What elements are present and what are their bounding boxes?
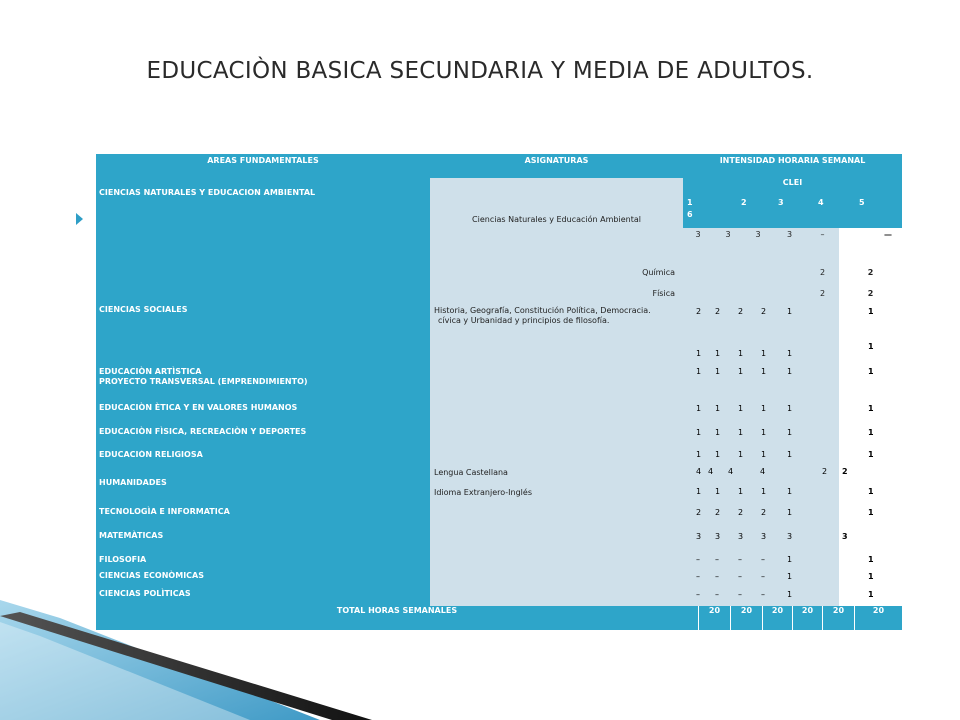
cs-b3: 1 bbox=[738, 349, 744, 358]
efi-v2: 1 bbox=[715, 428, 721, 437]
area-humanidades: HUMANIDADES bbox=[96, 466, 430, 506]
clei-5: 5 bbox=[859, 198, 865, 207]
len-v5: 2 bbox=[822, 467, 828, 476]
eco-v1: – bbox=[696, 572, 700, 581]
clei-6: 6 bbox=[687, 210, 693, 219]
mat-v3: 3 bbox=[738, 532, 744, 541]
asig-politicas bbox=[430, 588, 683, 606]
efi-v6: 1 bbox=[868, 428, 874, 437]
header-intensidad: INTENSIDAD HORARIA SEMANAL bbox=[683, 154, 902, 178]
len-v4: 4 bbox=[760, 467, 766, 476]
area-artistica bbox=[96, 366, 430, 402]
mat-v1: 3 bbox=[696, 532, 702, 541]
page-title: EDUCACIÒN BASICA SECUNDARIA Y MEDIA DE ADULTOS. bbox=[146, 58, 814, 84]
tec-v2: 2 bbox=[715, 508, 721, 517]
cs-b1: 1 bbox=[696, 349, 702, 358]
cn-v4: 3 bbox=[773, 228, 806, 262]
eti-v1: 1 bbox=[696, 404, 702, 413]
rel-v5: 1 bbox=[787, 450, 793, 459]
asig-quimica: Química bbox=[430, 262, 683, 284]
quimica-v6: 2 bbox=[839, 262, 902, 284]
len-last bbox=[839, 466, 902, 486]
rel-v2: 1 bbox=[715, 450, 721, 459]
asig-religiosa bbox=[430, 450, 683, 466]
art-v5: 1 bbox=[787, 367, 793, 376]
quimica-v5: 2 bbox=[806, 262, 839, 284]
len-v3: 4 bbox=[728, 467, 734, 476]
area-tecnologia: TECNOLOGÌA E INFORMATICA bbox=[96, 506, 430, 530]
curriculum-table bbox=[96, 154, 902, 630]
rel-v6: 1 bbox=[868, 450, 874, 459]
fil-v1: – bbox=[696, 555, 700, 564]
clei-label: CLEI bbox=[782, 178, 803, 187]
cn-v5: – bbox=[806, 228, 839, 262]
cn-v3: 3 bbox=[743, 228, 773, 262]
efi-v1: 1 bbox=[696, 428, 702, 437]
asig-lengua: Lengua Castellana bbox=[430, 466, 683, 486]
ing-v1: 1 bbox=[696, 487, 702, 496]
ing-v5: 1 bbox=[787, 487, 793, 496]
total-v5: 20 bbox=[822, 606, 854, 630]
area-politicas: CIENCIAS POLÌTICAS bbox=[96, 588, 430, 606]
ing-v6: 1 bbox=[868, 487, 874, 496]
quimica-empty bbox=[683, 262, 806, 284]
fil-v4: – bbox=[761, 555, 765, 564]
efi-v5: 1 bbox=[787, 428, 793, 437]
len-v1: 4 bbox=[696, 467, 702, 476]
asig-historia: Historia, Geografía, Constitución Política, Democracia. bbox=[434, 306, 651, 315]
eti-v2: 1 bbox=[715, 404, 721, 413]
pol-v2: – bbox=[715, 590, 719, 599]
art-v6: 1 bbox=[868, 367, 874, 376]
cs-t1: 2 bbox=[696, 307, 702, 316]
cs-t5: 1 bbox=[787, 307, 793, 316]
total-v3: 20 bbox=[762, 606, 792, 630]
eco-v5: 1 bbox=[787, 572, 793, 581]
cs-b6: 1 bbox=[868, 342, 874, 351]
rel-v4: 1 bbox=[761, 450, 767, 459]
cs-t3: 2 bbox=[738, 307, 744, 316]
mat-v2: 3 bbox=[715, 532, 721, 541]
pol-v4: – bbox=[761, 590, 765, 599]
tec-v6: 1 bbox=[868, 508, 874, 517]
ing-v3: 1 bbox=[738, 487, 744, 496]
area-educacion-fisica: EDUCACIÒN FÌSICA, RECREACIÒN Y DEPORTES bbox=[96, 426, 430, 450]
fil-v5: 1 bbox=[787, 555, 793, 564]
asig-civica: cívica y Urbanidad y principios de filosofía. bbox=[438, 316, 610, 325]
area-economicas: CIENCIAS ECONÒMICAS bbox=[96, 570, 430, 588]
cn-v6: — bbox=[839, 228, 902, 262]
cs-t6: 1 bbox=[868, 307, 874, 316]
area-filosofia: FILOSOFIA bbox=[96, 554, 430, 570]
area-artistica-line1: EDUCACIÒN ARTÌSTICA bbox=[99, 367, 202, 376]
len-v6: 2 bbox=[842, 467, 848, 476]
fil-v3: – bbox=[738, 555, 742, 564]
eti-v3: 1 bbox=[738, 404, 744, 413]
efi-v4: 1 bbox=[761, 428, 767, 437]
fil-v6: 1 bbox=[868, 555, 874, 564]
tec-v1: 2 bbox=[696, 508, 702, 517]
ing-v4: 1 bbox=[761, 487, 767, 496]
mat-v6: 3 bbox=[842, 532, 848, 541]
header-areas: AREAS FUNDAMENTALES bbox=[96, 154, 430, 178]
header-asignaturas: ASIGNATURAS bbox=[430, 154, 683, 178]
pol-v1: – bbox=[696, 590, 700, 599]
asig-educacion-fisica bbox=[430, 426, 683, 450]
asig-fisica: Física bbox=[430, 284, 683, 304]
cs-b4: 1 bbox=[761, 349, 767, 358]
asig-matematicas bbox=[430, 530, 683, 554]
cn-v2: 3 bbox=[713, 228, 743, 262]
cs-b5: 1 bbox=[787, 349, 793, 358]
pol-v5: 1 bbox=[787, 590, 793, 599]
fisica-v5: 2 bbox=[806, 284, 839, 304]
mat-v4: 3 bbox=[761, 532, 767, 541]
asig-ciencias-sociales bbox=[430, 304, 683, 366]
eti-v5: 1 bbox=[787, 404, 793, 413]
clei-4: 4 bbox=[818, 198, 824, 207]
total-label: TOTAL HORAS SEMANALES bbox=[96, 606, 698, 630]
asig-etica bbox=[430, 402, 683, 426]
eti-v6: 1 bbox=[868, 404, 874, 413]
ing-v2: 1 bbox=[715, 487, 721, 496]
art-v4: 1 bbox=[761, 367, 767, 376]
clei-1: 1 bbox=[687, 198, 693, 207]
total-v6: 20 bbox=[854, 606, 902, 630]
asig-filosofia bbox=[430, 554, 683, 570]
eco-v6: 1 bbox=[868, 572, 874, 581]
tec-v5: 1 bbox=[787, 508, 793, 517]
total-v1: 20 bbox=[698, 606, 730, 630]
rel-v1: 1 bbox=[696, 450, 702, 459]
mat-v5: 3 bbox=[787, 532, 793, 541]
cs-b2: 1 bbox=[715, 349, 721, 358]
rel-v3: 1 bbox=[738, 450, 744, 459]
area-ciencias-naturales: CIENCIAS NATURALES Y EDUCACION AMBIENTAL bbox=[96, 178, 430, 304]
area-matematicas: MATEMÀTICAS bbox=[96, 530, 430, 554]
asig-economicas bbox=[430, 570, 683, 588]
eco-v2: – bbox=[715, 572, 719, 581]
eti-v4: 1 bbox=[761, 404, 767, 413]
fisica-v6: 2 bbox=[839, 284, 902, 304]
clei-2: 2 bbox=[741, 198, 747, 207]
tec-v4: 2 bbox=[761, 508, 767, 517]
art-v2: 1 bbox=[715, 367, 721, 376]
area-etica: EDUCACIÒN ÈTICA Y EN VALORES HUMANOS bbox=[96, 402, 430, 426]
asig-ingles: Idioma Extranjero-Inglés bbox=[430, 486, 683, 506]
tec-v3: 2 bbox=[738, 508, 744, 517]
cs-t2: 2 bbox=[715, 307, 721, 316]
eco-v3: – bbox=[738, 572, 742, 581]
art-v1: 1 bbox=[696, 367, 702, 376]
asig-artistica bbox=[430, 366, 683, 402]
mat-last bbox=[839, 530, 902, 554]
len-v2: 4 bbox=[708, 467, 714, 476]
total-v2: 20 bbox=[730, 606, 762, 630]
cs-t4: 2 bbox=[761, 307, 767, 316]
asig-tecnologia bbox=[430, 506, 683, 530]
area-artistica-line2: PROYECTO TRANSVERSAL (EMPRENDIMIENTO) bbox=[99, 377, 308, 386]
eco-v4: – bbox=[761, 572, 765, 581]
bullet-arrow-icon bbox=[76, 213, 83, 225]
asig-ciencias-naturales: Ciencias Naturales y Educación Ambiental bbox=[430, 178, 683, 262]
pol-v6: 1 bbox=[868, 590, 874, 599]
clei-header bbox=[683, 178, 902, 228]
total-v4: 20 bbox=[792, 606, 822, 630]
efi-v3: 1 bbox=[738, 428, 744, 437]
pol-v3: – bbox=[738, 590, 742, 599]
cn-v1: 3 bbox=[683, 228, 713, 262]
area-religiosa: EDUCACIÒN RELIGIOSA bbox=[96, 450, 430, 466]
clei-3: 3 bbox=[778, 198, 784, 207]
area-ciencias-sociales: CIENCIAS SOCIALES bbox=[96, 304, 430, 366]
fisica-empty bbox=[683, 284, 806, 304]
fil-v2: – bbox=[715, 555, 719, 564]
art-v3: 1 bbox=[738, 367, 744, 376]
